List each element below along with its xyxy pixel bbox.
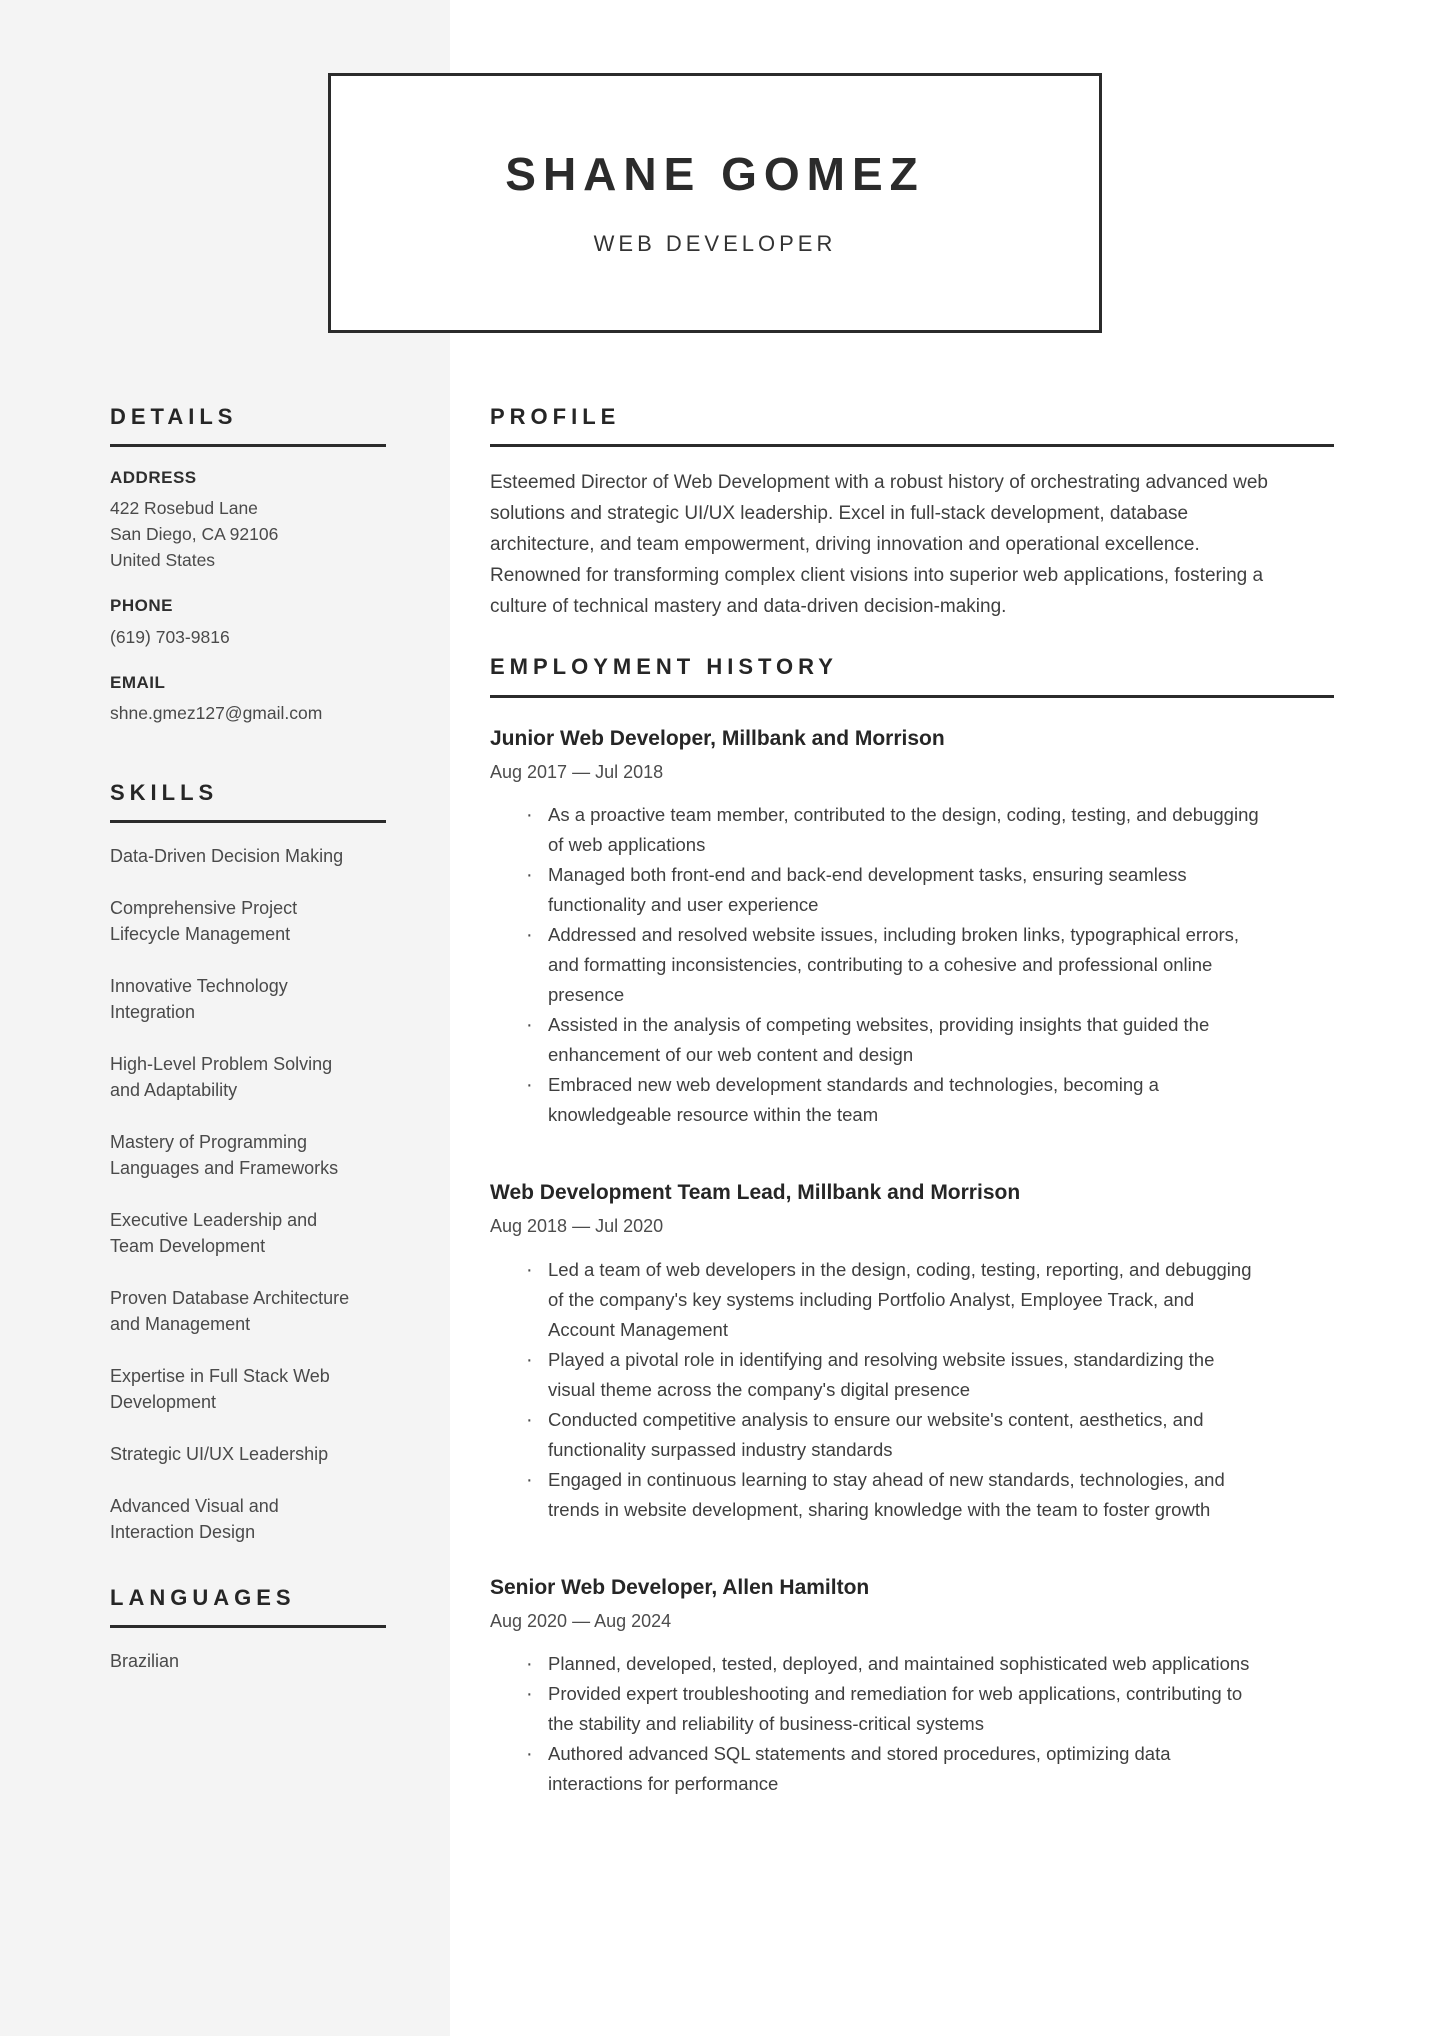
skill-item: Proven Database Architecture and Management: [110, 1288, 350, 1335]
job-entry: [490, 724, 1334, 1130]
job-bullet: · Planned, developed, tested, deployed, and maintained sophisticated web applications: [490, 1649, 1262, 1679]
profile-text: Esteemed Director of Web Development with a robust history of orchestrating advanced web solutions and strategic UI/UX leadership. Excel in full-stack development, database architecture, and team empowerment, driving innovation and operational excellence. Renowned for transforming complex client visions into superior web applications, fostering a culture of technical mastery and data-driven decision-making.: [490, 472, 1268, 618]
job-title: Web Development Team Lead, Millbank and Morrison: [490, 1181, 1021, 1205]
sidebar: [110, 404, 386, 1674]
main-column: [490, 404, 1334, 1799]
job-title: Senior Web Developer, Allen Hamilton: [490, 1575, 870, 1599]
skill-item: Data-Driven Decision Making: [110, 846, 344, 867]
email-value: shne.gmez127@gmail.com: [110, 702, 323, 723]
header-name-box: [328, 73, 1102, 333]
job-bullet: · Engaged in continuous learning to stay ahead of new standards, technologies, and trends in website development, sharing knowledge with the team to foster growth: [490, 1465, 1262, 1525]
skill-item: Advanced Visual and Interaction Design: [110, 1496, 279, 1543]
address-line: United States: [110, 550, 216, 571]
skill-item: Comprehensive Project Lifecycle Management: [110, 898, 298, 945]
skill-item: Mastery of Programming Languages and Frameworks: [110, 1132, 339, 1179]
job-bullet-list: [490, 800, 1262, 1130]
address-value: [110, 495, 386, 573]
job-bullet: · Assisted in the analysis of competing websites, providing insights that guided the enhancement of our web content and design: [490, 1010, 1262, 1070]
job-dates: Aug 2018 — Jul 2020: [490, 1216, 664, 1237]
skills-heading: SKILLS: [110, 780, 386, 823]
job-dates: Aug 2020 — Aug 2024: [490, 1610, 672, 1631]
skills-list: [110, 843, 386, 1545]
job-bullet: · Led a team of web developers in the design, coding, testing, reporting, and debugging of the company's key systems including Portfolio Analyst, Employee Track, and Account Management: [490, 1255, 1262, 1345]
employment-history-heading: EMPLOYMENT HISTORY: [490, 654, 1334, 697]
job-bullet: · Addressed and resolved website issues, including broken links, typographical errors, and formatting inconsistencies, contributing to a cohesive and professional online presence: [490, 920, 1262, 1010]
job-bullet: · Conducted competitive analysis to ensure our website's content, aesthetics, and functionality surpassed industry standards: [490, 1405, 1262, 1465]
job-bullet: · Embraced new web development standards and technologies, becoming a knowledgeable resource within the team: [490, 1070, 1262, 1130]
job-bullet: · Played a pivotal role in identifying and resolving website issues, standardizing the visual theme across the company's digital presence: [490, 1345, 1262, 1405]
person-name: SHANE GOMEZ: [505, 148, 925, 200]
email-label: EMAIL: [110, 672, 166, 692]
skill-item: High-Level Problem Solving and Adaptability: [110, 1054, 333, 1101]
languages-heading: LANGUAGES: [110, 1585, 386, 1628]
details-heading: DETAILS: [110, 404, 386, 447]
address-label: ADDRESS: [110, 468, 197, 488]
job-bullet-list: [490, 1255, 1262, 1525]
job-dates: Aug 2017 — Jul 2018: [490, 761, 664, 782]
address-line: San Diego, CA 92106: [110, 524, 279, 545]
skill-item: Strategic UI/UX Leadership: [110, 1444, 329, 1465]
profile-heading: PROFILE: [490, 404, 1334, 447]
job-bullet: · Managed both front-end and back-end development tasks, ensuring seamless functionality and user experience: [490, 860, 1262, 920]
phone-value: (619) 703-9816: [110, 626, 230, 647]
job-entry: [490, 1573, 1334, 1799]
job-bullet: · Authored advanced SQL statements and stored procedures, optimizing data interactions for performance: [490, 1739, 1262, 1799]
address-line: 422 Rosebud Lane: [110, 498, 258, 519]
job-entry: [490, 1178, 1334, 1524]
phone-label: PHONE: [110, 596, 173, 616]
person-job-title: WEB DEVELOPER: [593, 231, 837, 256]
job-bullet: · As a proactive team member, contributed to the design, coding, testing, and debugging of web applications: [490, 800, 1262, 860]
skill-item: Executive Leadership and Team Development: [110, 1210, 318, 1257]
language-item: Brazilian: [110, 1651, 180, 1672]
skill-item: Innovative Technology Integration: [110, 976, 288, 1023]
skill-item: Expertise in Full Stack Web Development: [110, 1366, 330, 1413]
job-bullet-list: [490, 1649, 1262, 1799]
job-title: Junior Web Developer, Millbank and Morrison: [490, 726, 945, 750]
job-bullet: · Provided expert troubleshooting and remediation for web applications, contributing to the stability and reliability of business-critical systems: [490, 1679, 1262, 1739]
